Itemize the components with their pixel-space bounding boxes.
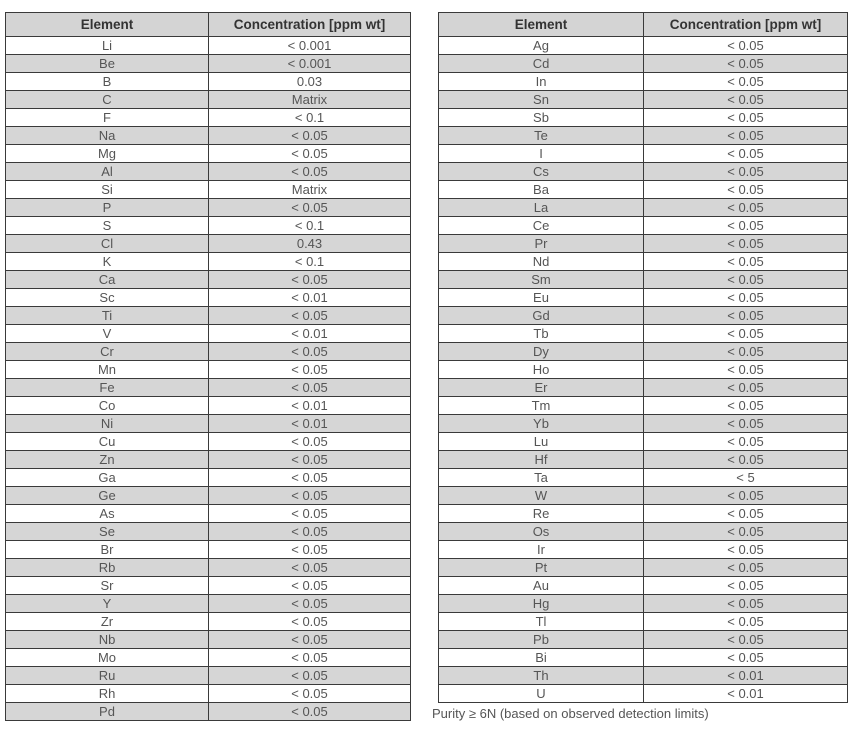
table-row bbox=[6, 289, 411, 307]
element-cell: Mo bbox=[6, 649, 209, 667]
table-row bbox=[439, 289, 848, 307]
concentration-cell: < 0.05 bbox=[644, 163, 848, 181]
table-row bbox=[439, 343, 848, 361]
element-cell: Te bbox=[439, 127, 644, 145]
element-cell: Br bbox=[6, 541, 209, 559]
table-row bbox=[6, 685, 411, 703]
element-cell: Si bbox=[6, 181, 209, 199]
table-row bbox=[439, 109, 848, 127]
table-row bbox=[6, 469, 411, 487]
element-cell: Cs bbox=[439, 163, 644, 181]
concentration-cell: < 0.05 bbox=[209, 127, 411, 145]
concentration-cell: < 0.05 bbox=[209, 577, 411, 595]
element-cell: Sb bbox=[439, 109, 644, 127]
concentration-cell: < 0.05 bbox=[644, 91, 848, 109]
element-cell: Ni bbox=[6, 415, 209, 433]
concentration-cell: < 0.05 bbox=[209, 667, 411, 685]
element-cell: As bbox=[6, 505, 209, 523]
table-row bbox=[439, 649, 848, 667]
element-cell: In bbox=[439, 73, 644, 91]
element-cell: Pb bbox=[439, 631, 644, 649]
element-cell: Ag bbox=[439, 37, 644, 55]
concentration-cell: < 0.05 bbox=[644, 361, 848, 379]
table-row bbox=[439, 307, 848, 325]
table-row bbox=[6, 271, 411, 289]
concentration-cell: < 0.05 bbox=[209, 523, 411, 541]
element-cell: Sm bbox=[439, 271, 644, 289]
table-row bbox=[6, 235, 411, 253]
table-row bbox=[439, 541, 848, 559]
element-column-header: Element bbox=[439, 13, 644, 37]
element-cell: Al bbox=[6, 163, 209, 181]
element-cell: Eu bbox=[439, 289, 644, 307]
element-cell: Dy bbox=[439, 343, 644, 361]
concentration-cell: < 0.05 bbox=[644, 487, 848, 505]
element-cell: Cd bbox=[439, 55, 644, 73]
table-row bbox=[6, 595, 411, 613]
element-cell: Ge bbox=[6, 487, 209, 505]
element-cell: Zn bbox=[6, 451, 209, 469]
table-row bbox=[439, 253, 848, 271]
element-cell: C bbox=[6, 91, 209, 109]
table-row bbox=[6, 37, 411, 55]
table-row bbox=[6, 577, 411, 595]
concentration-cell: < 0.05 bbox=[644, 181, 848, 199]
element-cell: Pr bbox=[439, 235, 644, 253]
concentration-cell: < 0.05 bbox=[644, 73, 848, 91]
element-cell: Er bbox=[439, 379, 644, 397]
element-cell: Y bbox=[6, 595, 209, 613]
table-row bbox=[439, 199, 848, 217]
table-row bbox=[439, 667, 848, 685]
table-row bbox=[6, 343, 411, 361]
element-cell: Cr bbox=[6, 343, 209, 361]
table-row bbox=[6, 559, 411, 577]
table-row bbox=[6, 55, 411, 73]
table-row bbox=[439, 577, 848, 595]
table-row bbox=[6, 253, 411, 271]
element-cell: Hf bbox=[439, 451, 644, 469]
concentration-cell: < 0.05 bbox=[644, 631, 848, 649]
table-row bbox=[439, 235, 848, 253]
concentration-cell: < 0.05 bbox=[644, 289, 848, 307]
concentration-cell: < 0.05 bbox=[209, 199, 411, 217]
element-cell: Co bbox=[6, 397, 209, 415]
concentration-cell: < 0.05 bbox=[209, 505, 411, 523]
element-cell: Rh bbox=[6, 685, 209, 703]
element-cell: Se bbox=[6, 523, 209, 541]
element-cell: Ta bbox=[439, 469, 644, 487]
concentration-cell: < 0.01 bbox=[209, 325, 411, 343]
table-row bbox=[439, 685, 848, 703]
concentration-cell: < 0.01 bbox=[644, 685, 848, 703]
element-cell: Pt bbox=[439, 559, 644, 577]
concentration-cell: < 0.05 bbox=[209, 307, 411, 325]
table-row bbox=[6, 703, 411, 721]
table-row bbox=[6, 523, 411, 541]
element-cell: Sn bbox=[439, 91, 644, 109]
element-cell: F bbox=[6, 109, 209, 127]
concentration-cell: < 0.05 bbox=[644, 379, 848, 397]
table-row bbox=[439, 523, 848, 541]
element-cell: U bbox=[439, 685, 644, 703]
concentration-cell: 0.03 bbox=[209, 73, 411, 91]
element-cell: Cu bbox=[6, 433, 209, 451]
table-row bbox=[6, 217, 411, 235]
concentration-cell: < 0.05 bbox=[209, 163, 411, 181]
concentration-cell: < 0.01 bbox=[209, 289, 411, 307]
element-cell: Mg bbox=[6, 145, 209, 163]
concentration-cell: < 0.05 bbox=[209, 685, 411, 703]
element-cell: Ru bbox=[6, 667, 209, 685]
concentration-cell: < 0.05 bbox=[209, 613, 411, 631]
element-cell: Sc bbox=[6, 289, 209, 307]
concentration-cell: < 0.001 bbox=[209, 37, 411, 55]
table-row bbox=[439, 217, 848, 235]
concentration-cell: < 0.05 bbox=[644, 109, 848, 127]
table-row bbox=[439, 379, 848, 397]
table-row bbox=[6, 667, 411, 685]
concentration-cell: < 0.05 bbox=[209, 451, 411, 469]
table-row bbox=[439, 433, 848, 451]
table-row bbox=[6, 109, 411, 127]
element-cell: V bbox=[6, 325, 209, 343]
concentration-cell: Matrix bbox=[209, 91, 411, 109]
table-row bbox=[439, 325, 848, 343]
table-row bbox=[439, 415, 848, 433]
element-cell: Tm bbox=[439, 397, 644, 415]
table-row bbox=[439, 559, 848, 577]
concentration-cell: < 0.05 bbox=[209, 649, 411, 667]
concentration-cell: < 0.05 bbox=[209, 145, 411, 163]
table-row bbox=[6, 379, 411, 397]
table-row bbox=[6, 505, 411, 523]
concentration-cell: < 0.05 bbox=[209, 469, 411, 487]
element-cell: Ba bbox=[439, 181, 644, 199]
header-row bbox=[439, 13, 848, 37]
concentration-cell: < 0.1 bbox=[209, 217, 411, 235]
table-row bbox=[439, 181, 848, 199]
table-row bbox=[439, 487, 848, 505]
table-row bbox=[6, 613, 411, 631]
element-cell: Ga bbox=[6, 469, 209, 487]
concentration-cell: < 0.05 bbox=[644, 325, 848, 343]
concentration-cell: < 0.01 bbox=[644, 667, 848, 685]
table-row bbox=[6, 415, 411, 433]
table-row bbox=[439, 145, 848, 163]
table-row bbox=[439, 127, 848, 145]
table-row bbox=[6, 433, 411, 451]
table-row bbox=[439, 397, 848, 415]
table-row bbox=[439, 91, 848, 109]
element-cell: Re bbox=[439, 505, 644, 523]
element-cell: Ca bbox=[6, 271, 209, 289]
element-cell: Pd bbox=[6, 703, 209, 721]
concentration-cell: < 0.05 bbox=[644, 433, 848, 451]
concentration-cell: < 0.05 bbox=[209, 343, 411, 361]
concentration-cell: Matrix bbox=[209, 181, 411, 199]
table-body-left bbox=[6, 37, 411, 721]
concentration-cell: < 0.05 bbox=[644, 415, 848, 433]
table-row bbox=[6, 325, 411, 343]
element-cell: Be bbox=[6, 55, 209, 73]
concentration-cell: < 0.05 bbox=[644, 505, 848, 523]
element-cell: Fe bbox=[6, 379, 209, 397]
element-cell: Nd bbox=[439, 253, 644, 271]
table-row bbox=[6, 397, 411, 415]
table-row bbox=[6, 73, 411, 91]
element-cell: Ho bbox=[439, 361, 644, 379]
table-row bbox=[6, 487, 411, 505]
concentration-cell: < 0.05 bbox=[644, 235, 848, 253]
element-cell: Rb bbox=[6, 559, 209, 577]
concentration-table-right bbox=[438, 12, 848, 703]
element-cell: Hg bbox=[439, 595, 644, 613]
concentration-cell: < 0.05 bbox=[644, 217, 848, 235]
concentration-cell: < 0.1 bbox=[209, 109, 411, 127]
element-cell: Lu bbox=[439, 433, 644, 451]
concentration-cell: < 0.05 bbox=[644, 37, 848, 55]
concentration-cell: < 0.05 bbox=[209, 379, 411, 397]
concentration-cell: < 0.05 bbox=[209, 595, 411, 613]
table-row bbox=[6, 199, 411, 217]
table-row bbox=[6, 181, 411, 199]
table-row bbox=[439, 469, 848, 487]
element-cell: La bbox=[439, 199, 644, 217]
element-cell: Cl bbox=[6, 235, 209, 253]
concentration-cell: < 0.05 bbox=[644, 307, 848, 325]
table-row bbox=[439, 271, 848, 289]
table-row bbox=[6, 145, 411, 163]
concentration-cell: 0.43 bbox=[209, 235, 411, 253]
table-row bbox=[439, 73, 848, 91]
concentration-cell: < 0.05 bbox=[644, 253, 848, 271]
table-row bbox=[6, 91, 411, 109]
concentration-cell: < 0.1 bbox=[209, 253, 411, 271]
element-cell: Th bbox=[439, 667, 644, 685]
concentration-cell: < 0.05 bbox=[644, 127, 848, 145]
element-cell: W bbox=[439, 487, 644, 505]
concentration-cell: < 0.01 bbox=[209, 397, 411, 415]
element-column-header: Element bbox=[6, 13, 209, 37]
element-cell: Ti bbox=[6, 307, 209, 325]
concentration-cell: < 0.01 bbox=[209, 415, 411, 433]
table-row bbox=[439, 361, 848, 379]
concentration-cell: < 0.05 bbox=[644, 271, 848, 289]
concentration-cell: < 0.05 bbox=[209, 433, 411, 451]
element-cell: B bbox=[6, 73, 209, 91]
table-row bbox=[439, 37, 848, 55]
element-cell: Na bbox=[6, 127, 209, 145]
concentration-column-header: Concentration [ppm wt] bbox=[209, 13, 411, 37]
concentration-cell: < 0.05 bbox=[644, 199, 848, 217]
table-row bbox=[6, 541, 411, 559]
element-cell: Sr bbox=[6, 577, 209, 595]
element-cell: Ce bbox=[439, 217, 644, 235]
element-cell: Yb bbox=[439, 415, 644, 433]
concentration-cell: < 0.05 bbox=[209, 541, 411, 559]
table-row bbox=[439, 505, 848, 523]
element-cell: Au bbox=[439, 577, 644, 595]
concentration-cell: < 0.05 bbox=[209, 361, 411, 379]
element-cell: Nb bbox=[6, 631, 209, 649]
concentration-cell: < 5 bbox=[644, 469, 848, 487]
concentration-cell: < 0.05 bbox=[644, 145, 848, 163]
concentration-cell: < 0.05 bbox=[644, 649, 848, 667]
concentration-table-left bbox=[5, 12, 411, 721]
table-row bbox=[6, 649, 411, 667]
element-cell: P bbox=[6, 199, 209, 217]
concentration-cell: < 0.05 bbox=[644, 577, 848, 595]
element-cell: Li bbox=[6, 37, 209, 55]
element-cell: K bbox=[6, 253, 209, 271]
concentration-cell: < 0.05 bbox=[209, 703, 411, 721]
concentration-column-header: Concentration [ppm wt] bbox=[644, 13, 848, 37]
concentration-cell: < 0.05 bbox=[209, 271, 411, 289]
table-row bbox=[439, 595, 848, 613]
concentration-cell: < 0.05 bbox=[644, 613, 848, 631]
concentration-cell: < 0.05 bbox=[644, 343, 848, 361]
element-cell: Tl bbox=[439, 613, 644, 631]
element-cell: Bi bbox=[439, 649, 644, 667]
concentration-cell: < 0.05 bbox=[209, 559, 411, 577]
element-cell: Zr bbox=[6, 613, 209, 631]
table-row bbox=[439, 631, 848, 649]
concentration-cell: < 0.05 bbox=[644, 55, 848, 73]
element-cell: Os bbox=[439, 523, 644, 541]
element-cell: Gd bbox=[439, 307, 644, 325]
concentration-cell: < 0.05 bbox=[644, 541, 848, 559]
header-row bbox=[6, 13, 411, 37]
element-cell: I bbox=[439, 145, 644, 163]
table-row bbox=[439, 55, 848, 73]
table-row bbox=[6, 631, 411, 649]
concentration-cell: < 0.05 bbox=[209, 487, 411, 505]
table-row bbox=[439, 613, 848, 631]
table-row bbox=[439, 451, 848, 469]
purity-note: Purity ≥ 6N (based on observed detection limits) bbox=[432, 706, 709, 721]
table-row bbox=[6, 361, 411, 379]
element-cell: Tb bbox=[439, 325, 644, 343]
concentration-cell: < 0.05 bbox=[644, 559, 848, 577]
table-row bbox=[6, 307, 411, 325]
concentration-cell: < 0.05 bbox=[644, 451, 848, 469]
element-cell: Mn bbox=[6, 361, 209, 379]
concentration-cell: < 0.05 bbox=[644, 523, 848, 541]
element-cell: S bbox=[6, 217, 209, 235]
concentration-cell: < 0.05 bbox=[209, 631, 411, 649]
table-row bbox=[6, 451, 411, 469]
table-row bbox=[439, 163, 848, 181]
element-cell: Ir bbox=[439, 541, 644, 559]
concentration-cell: < 0.05 bbox=[644, 595, 848, 613]
concentration-cell: < 0.001 bbox=[209, 55, 411, 73]
table-body-right bbox=[439, 37, 848, 703]
concentration-cell: < 0.05 bbox=[644, 397, 848, 415]
table-row bbox=[6, 127, 411, 145]
table-row bbox=[6, 163, 411, 181]
